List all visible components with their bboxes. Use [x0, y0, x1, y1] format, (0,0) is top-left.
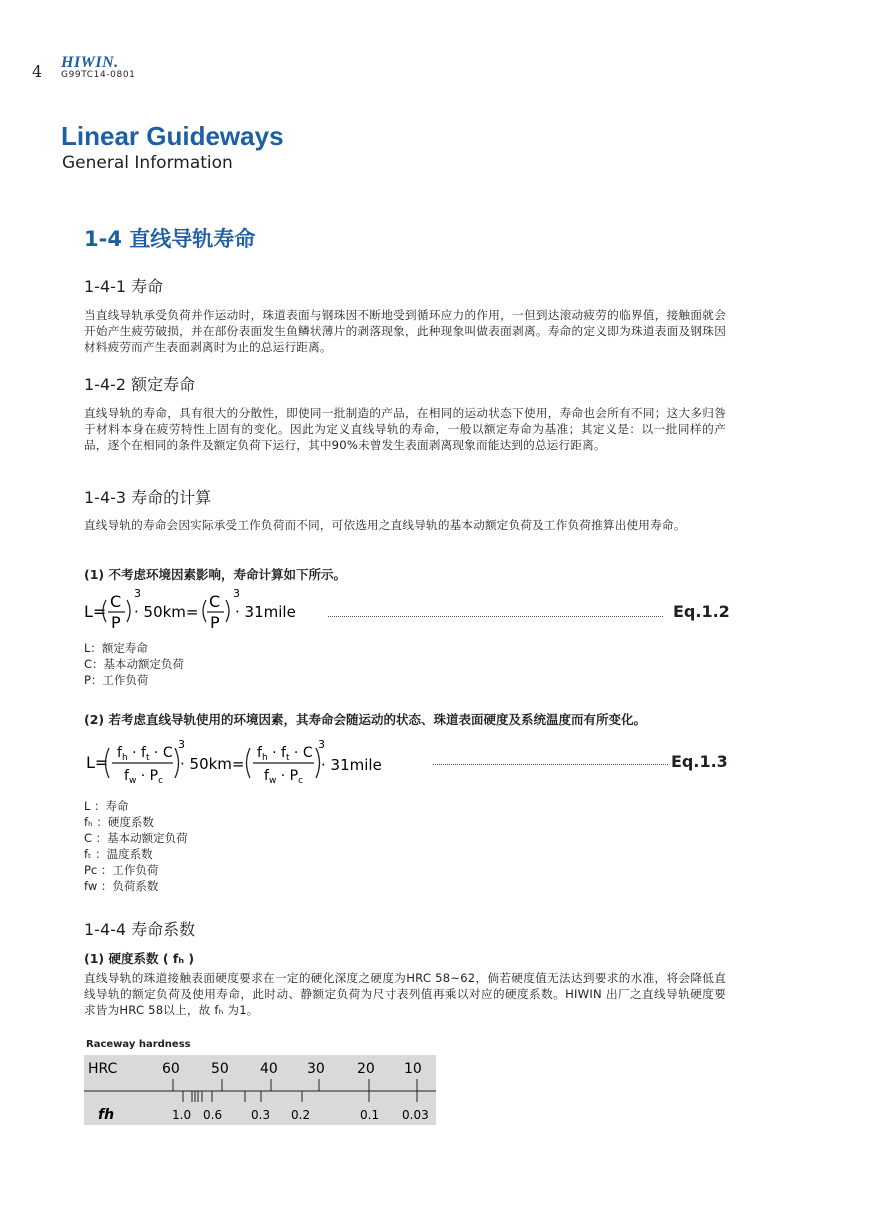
- hrc-major-ticks: [173, 1079, 417, 1091]
- eq1-lhs: L=: [84, 602, 107, 621]
- hrc-value: 60: [162, 1061, 180, 1077]
- legend-item: fw ：负荷系数: [84, 879, 159, 893]
- hrc-value: 50: [211, 1061, 229, 1077]
- eq2-50km: · 50km=: [180, 755, 245, 773]
- fh-label: fh: [98, 1107, 115, 1123]
- eq2-paren-right-1: [175, 748, 179, 778]
- heading-life-calculation: 1-4-3 寿命的计算: [84, 488, 212, 507]
- eq2-numerator-1: $f_h \cdot f_t \cdot C$: [117, 745, 173, 763]
- legend-item: fₜ ：温度系数: [84, 847, 153, 861]
- page-number: 4: [32, 62, 43, 81]
- equation-1-2: [84, 586, 730, 634]
- hrc-label: HRC: [88, 1061, 118, 1077]
- hrc-value: 40: [260, 1061, 278, 1077]
- case2-heading: (2) 若考虑直线导轨使用的环境因素，其寿命会随运动的状态、珠道表面硬度及系统温度而有所变化。: [84, 712, 646, 727]
- hardness-factor-heading: (1) 硬度系数 ( fₕ ): [84, 951, 195, 966]
- eq2-denominator-2: $f_w \cdot P_c$: [264, 768, 304, 786]
- fh-ticks: [183, 1091, 417, 1102]
- eq1-denominator-1: P: [111, 613, 121, 632]
- paragraph-rated-life: 直线导轨的寿命，具有很大的分散性，即使同一批制造的产品，在相同的运动状态下使用，寿命也会所有不同；这大多归咎于材料本身在疲劳特性上固有的变化。因此为定义直线导轨的寿命，一般以额定寿命为基准；其定义是：以一批同样的产品，逐个在相同的条件及额定负荷下运行，其中90%未曾发生表面剥离现象而能达到的总运行距离。: [84, 406, 726, 452]
- heading-life-factor: 1-4-4 寿命系数: [84, 920, 196, 939]
- legend-eq2: [84, 798, 188, 894]
- page-subtitle: General Information: [62, 153, 233, 173]
- fh-value: 0.2: [291, 1108, 311, 1122]
- equation-1-2-formula: [84, 586, 334, 634]
- brand-logo: HIWIN.: [61, 54, 119, 71]
- eq1-exponent-2: 3: [233, 587, 240, 600]
- eq1-50km: · 50km=: [134, 603, 199, 621]
- eq1-leader-dots: [328, 616, 663, 617]
- hardness-scale: [84, 1055, 436, 1125]
- hrc-value: 20: [357, 1061, 375, 1077]
- paragraph-life: 当直线导轨承受负荷并作运动时，珠道表面与钢珠因不断地受到循环应力的作用，一但到达滚动疲劳的临界值，接触面就会开始产生疲劳破损，并在部份表面发生鱼鳞状薄片的剥落现象，此种现象叫做表面剥离。寿命的定义即为珠道表面及钢珠因材料疲劳而产生表面剥离时为止的总运行距离。: [84, 308, 726, 354]
- eq1-paren-left-2: [203, 600, 206, 622]
- fh-value: 1.0: [172, 1108, 192, 1122]
- legend-item: Pc ：工作负荷: [84, 863, 159, 877]
- case1-heading: (1) 不考虑环境因素影响，寿命计算如下所示。: [84, 567, 346, 582]
- fh-value: 0.1: [360, 1108, 380, 1122]
- eq2-label: Eq.1.3: [671, 752, 728, 771]
- eq1-paren-right-2: [226, 600, 229, 622]
- hrc-value: 10: [404, 1061, 422, 1077]
- eq2-exponent-2: 3: [318, 738, 325, 751]
- page-title: Linear Guideways: [61, 121, 284, 151]
- eq1-numerator-1: C: [110, 592, 122, 611]
- eq1-label: Eq.1.2: [673, 602, 730, 621]
- fh-value: 0.3: [251, 1108, 271, 1122]
- hardness-table: [84, 1055, 436, 1125]
- heading-rated-life: 1-4-2 额定寿命: [84, 375, 196, 394]
- equation-1-3-formula: [84, 736, 404, 792]
- eq1-denominator-2: P: [210, 613, 220, 632]
- eq2-paren-left-2: [247, 748, 251, 778]
- hrc-value: 30: [307, 1061, 325, 1077]
- legend-item: L：额定寿命: [84, 641, 148, 655]
- fh-value: 0.6: [203, 1108, 223, 1122]
- eq1-31mile: · 31mile: [235, 603, 296, 621]
- hardness-table-caption: Raceway hardness: [86, 1039, 191, 1050]
- eq2-exponent-1: 3: [178, 738, 185, 751]
- section-title: 1-4 直线导轨寿命: [84, 227, 256, 251]
- legend-eq1: [84, 640, 184, 688]
- legend-item: fₕ ：硬度系数: [84, 815, 154, 829]
- eq2-paren-right-2: [316, 748, 320, 778]
- paragraph-hardness-factor: 直线导轨的珠道接触表面硬度要求在一定的硬化深度之硬度为HRC 58~62，倘若硬度值无法达到要求的水准，将会降低直线导轨的额定负荷及使用寿命，此时动、静额定负荷为尺寸表列值再乘以对应的硬度系数。HIWIN 出厂之直线导轨硬度要求皆为HRC 58以上，故 fₕ 为1。: [84, 971, 726, 1017]
- eq2-leader-dots: [433, 764, 668, 765]
- eq2-denominator-1: $f_w \cdot P_c$: [124, 768, 164, 786]
- heading-life: 1-4-1 寿命: [84, 277, 164, 296]
- eq1-exponent-1: 3: [134, 587, 141, 600]
- fh-value: 0.03: [402, 1108, 429, 1122]
- equation-1-3: [84, 736, 726, 792]
- legend-item: C ：基本动额定负荷: [84, 831, 188, 845]
- eq2-lhs: L=: [86, 753, 109, 772]
- eq1-numerator-2: C: [209, 592, 221, 611]
- paragraph-life-calculation: 直线导轨的寿命会因实际承受工作负荷而不同，可依选用之直线导轨的基本动额定负荷及工作负荷推算出使用寿命。: [84, 518, 686, 532]
- document-code: G99TC14-0801: [61, 70, 136, 80]
- legend-item: L ：寿命: [84, 799, 129, 813]
- eq2-31mile: · 31mile: [321, 756, 382, 774]
- legend-item: C：基本动额定负荷: [84, 657, 185, 671]
- eq1-paren-right-1: [127, 600, 130, 622]
- legend-item: P：工作负荷: [84, 673, 149, 687]
- eq2-numerator-2: $f_h \cdot f_t \cdot C$: [257, 745, 313, 763]
